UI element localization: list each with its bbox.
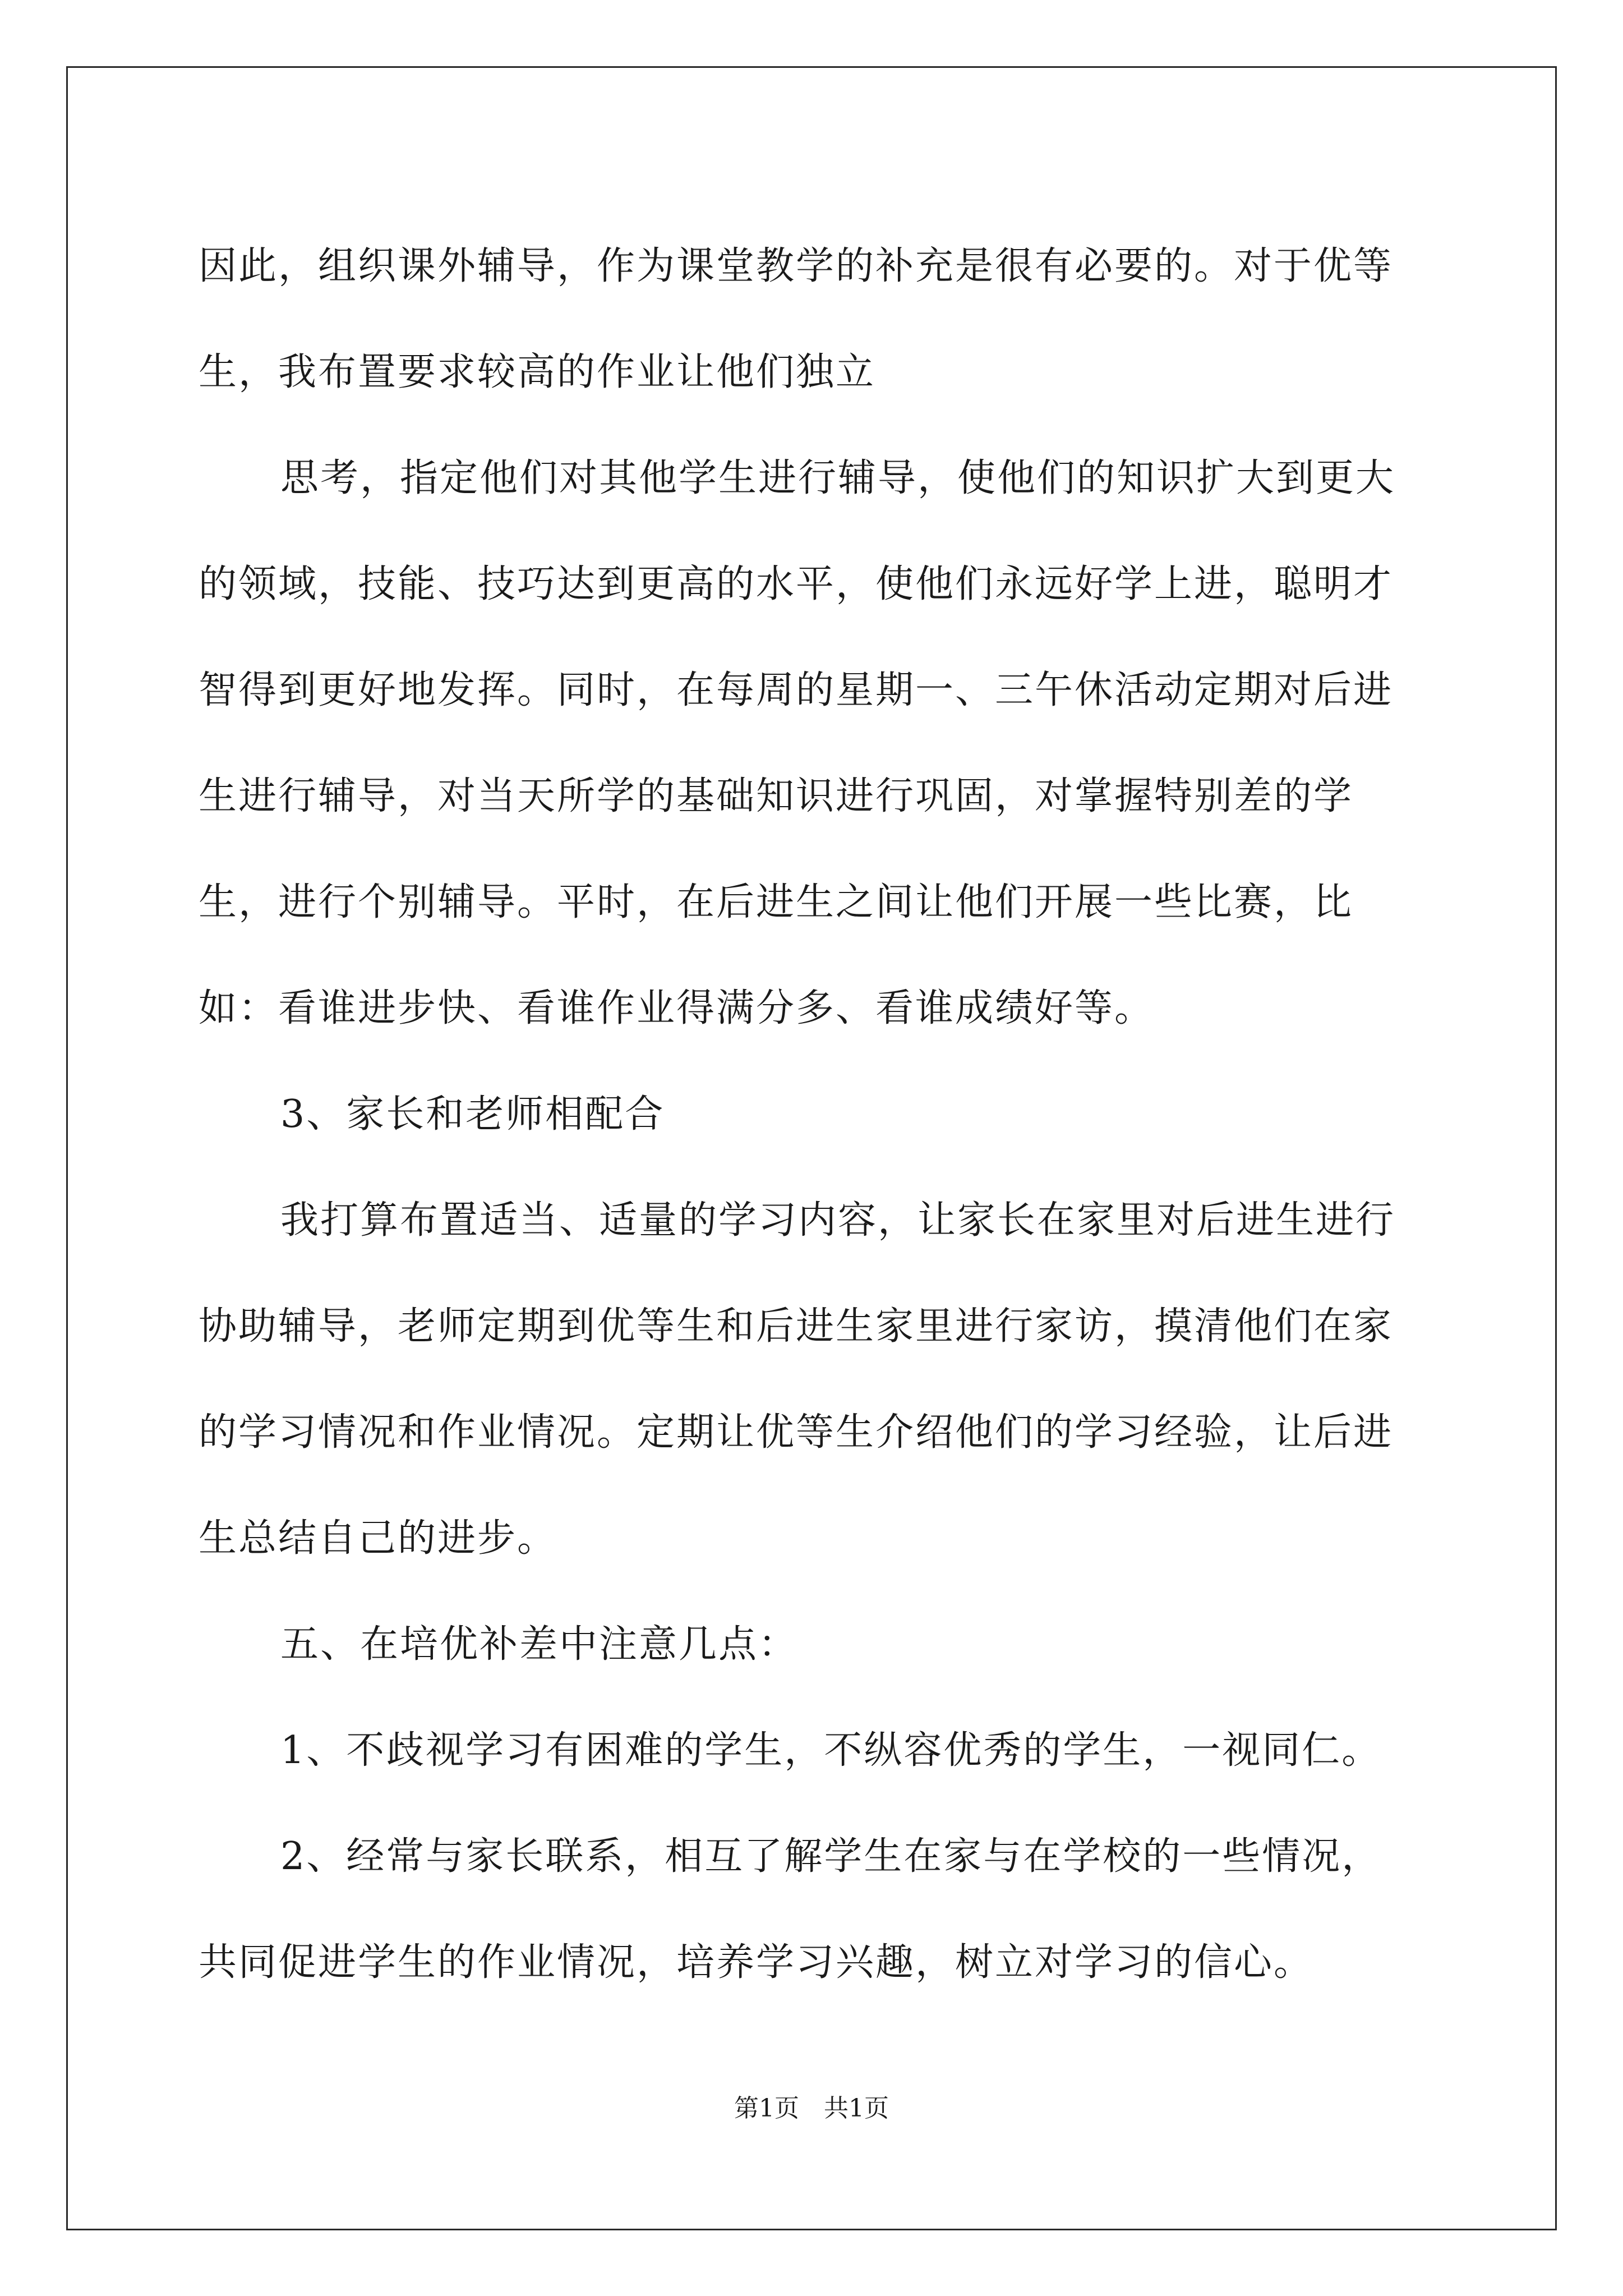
list-item-1: 1、不歧视学习有困难的学生，不纵容优秀的学生，一视同仁。 [280, 1728, 1382, 1773]
paragraph-4: 我打算布置适当、适量的学习内容，让家长在家里对后进生进行协助辅导，老师定期到优等生和后进生家里进行家访，摸清他们在家的学习情况和作业情况。定期让优等生介绍他们的学习经验，让后进生总结自己的进步。 [199, 1198, 1396, 1561]
document-body [199, 213, 1421, 2016]
paragraph-2: 思考，指定他们对其他学生进行辅导，使他们的知识扩大到更大的领域，技能、技巧达到更高的水平，使他们永远好学上进，聪明才智得到更好地发挥。同时，在每周的星期一、三午休活动定期对后进生进行辅导，对当天所学的基础知识进行巩固，对掌握特别差的学生，进行个别辅导。平时，在后进生之间让他们开展一些比赛，比如：看谁进步快、看谁作业得满分多、看谁成绩好等。 [199, 456, 1396, 1030]
paragraph-1: 因此，组织课外辅导，作为课堂教学的补充是很有必要的。对于优等生，我布置要求较高的作业让他们独立 [199, 244, 1394, 394]
list-item-2: 2、经常与家长联系，相互了解学生在家与在学校的一些情况，共同促进学生的作业情况，培养学习兴趣，树立对学习的信心。 [199, 1834, 1382, 1985]
page-number-footer: 第1页 共1页 [734, 2094, 889, 2123]
section-heading-5: 五、在培优补差中注意几点： [280, 1622, 799, 1667]
section-heading-3: 3、家长和老师相配合 [280, 1092, 665, 1137]
